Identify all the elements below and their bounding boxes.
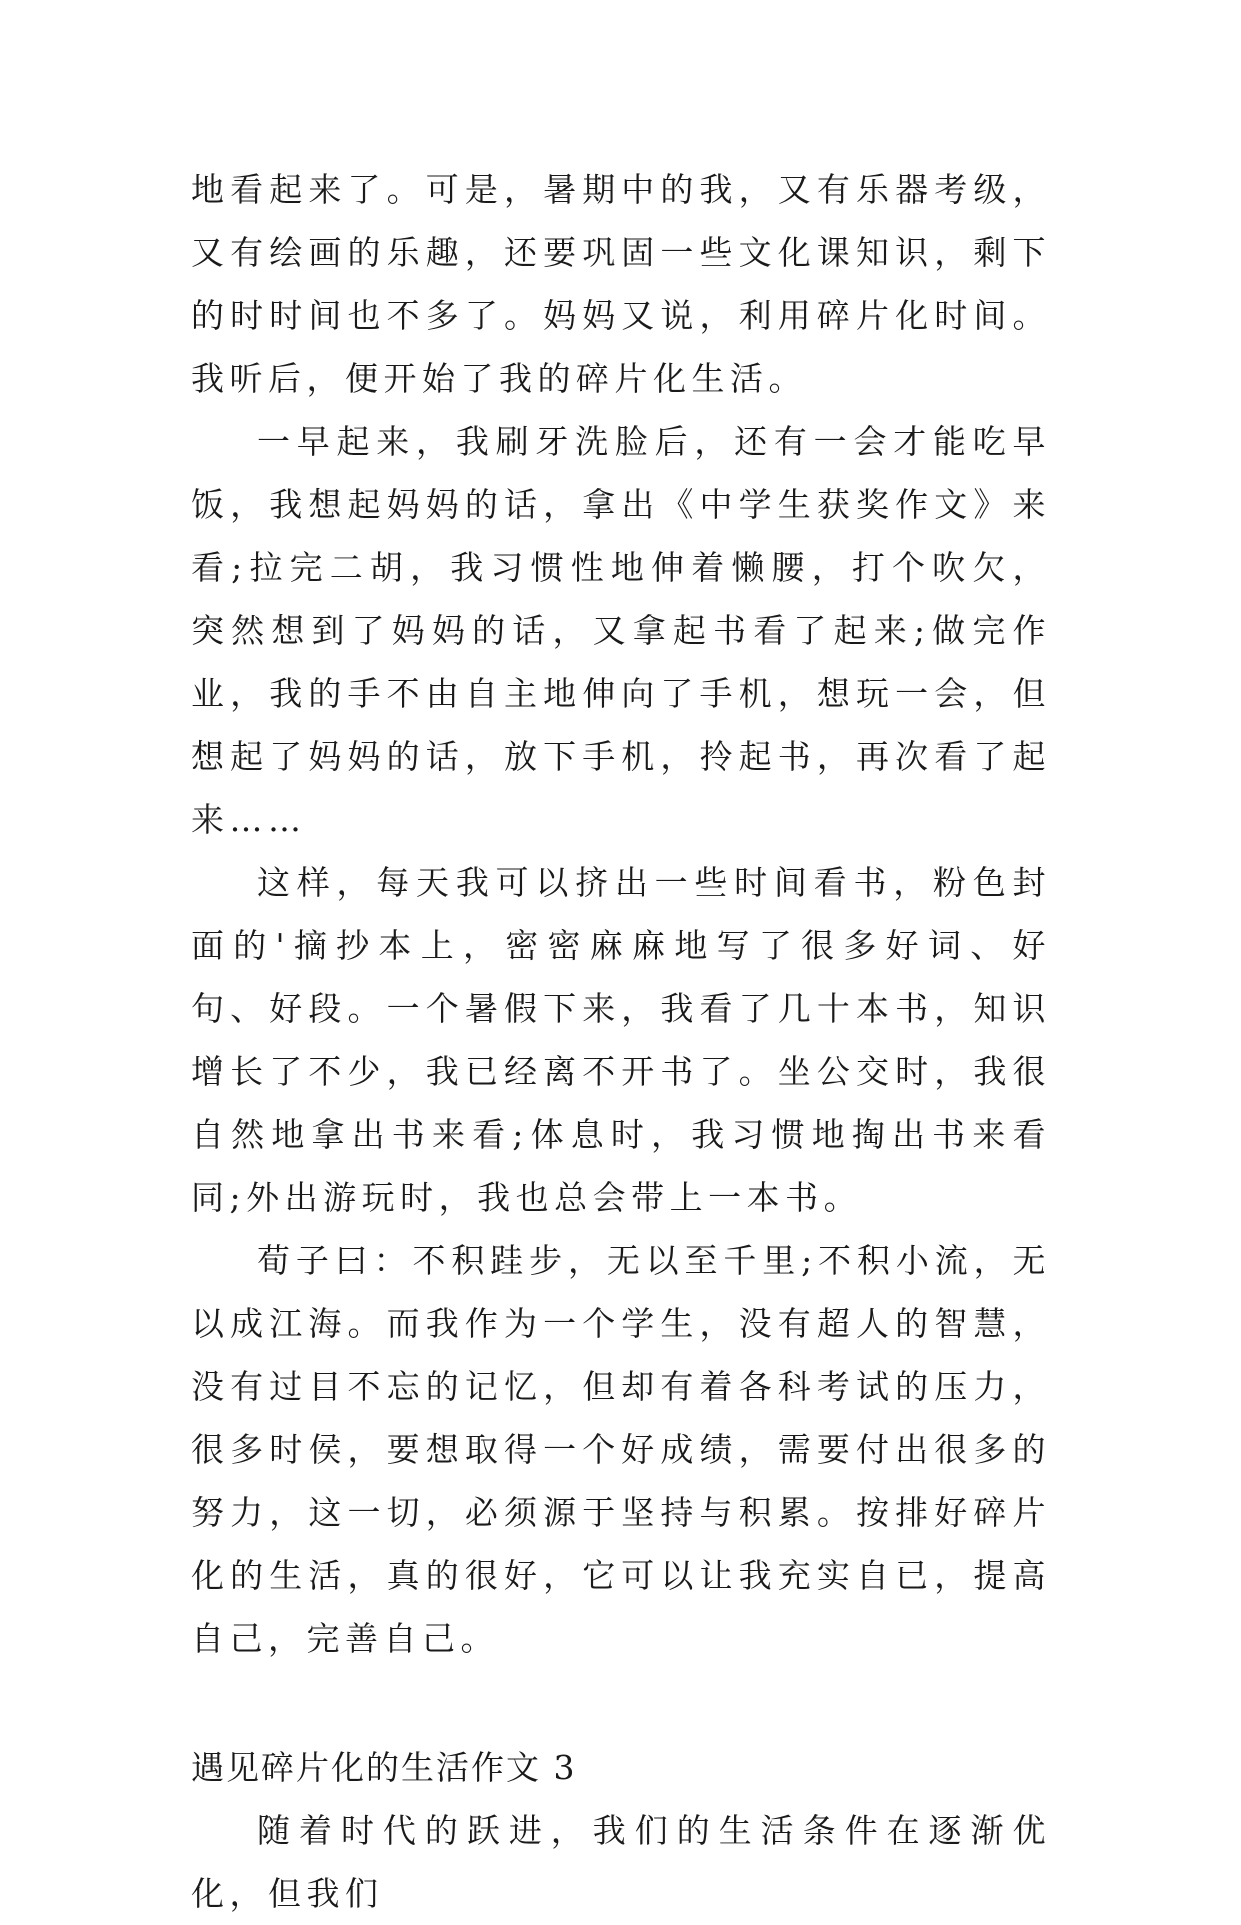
- paragraph-3: 这样，每天我可以挤出一些时间看书，粉色封面的'摘抄本上，密密麻麻地写了很多好词、好句、好段。一个暑假下来，我看了几十本书，知识增长了不少，我已经离不开书了。坐公交时，我很自然地拿出书来看;体息时，我习惯地掏出书来看同;外出游玩时，我也总会带上一本书。: [191, 863, 1051, 1217]
- paragraph-4: 荀子曰：不积跬步，无以至千里;不积小流，无以成江海。而我作为一个学生，没有超人的智慧，没有过目不忘的记忆，但却有着各科考试的压力，很多时侯，要想取得一个好成绩，需要付出很多的努力，这一切，必须源于坚持与积累。按排好碎片化的生活，真的很好，它可以让我充实自已，提高自己，完善自己。: [191, 1241, 1051, 1658]
- document-body: [191, 158, 1051, 1925]
- paragraph-5: 随着时代的跃进，我们的生活条件在逐渐优化，但我们: [191, 1811, 1051, 1913]
- section-gap: [191, 1670, 1051, 1736]
- paragraph-1: 地看起来了。可是，暑期中的我，又有乐器考级，又有绘画的乐趣，还要巩固一些文化课知识，剩下的时时间也不多了。妈妈又说，利用碎片化时间。我听后，便开始了我的碎片化生活。: [191, 170, 1051, 398]
- section-heading: 遇见碎片化的生活作文 3: [191, 1748, 577, 1787]
- paragraph-2: 一早起来，我刷牙洗脸后，还有一会才能吃早饭，我想起妈妈的话，拿出《中学生获奖作文》来看;拉完二胡，我习惯性地伸着懒腰，打个吹欠，突然想到了妈妈的话，又拿起书看了起来;做完作业，我的手不由自主地伸向了手机，想玩一会，但想起了妈妈的话，放下手机，拎起书，再次看了起来……: [191, 422, 1051, 839]
